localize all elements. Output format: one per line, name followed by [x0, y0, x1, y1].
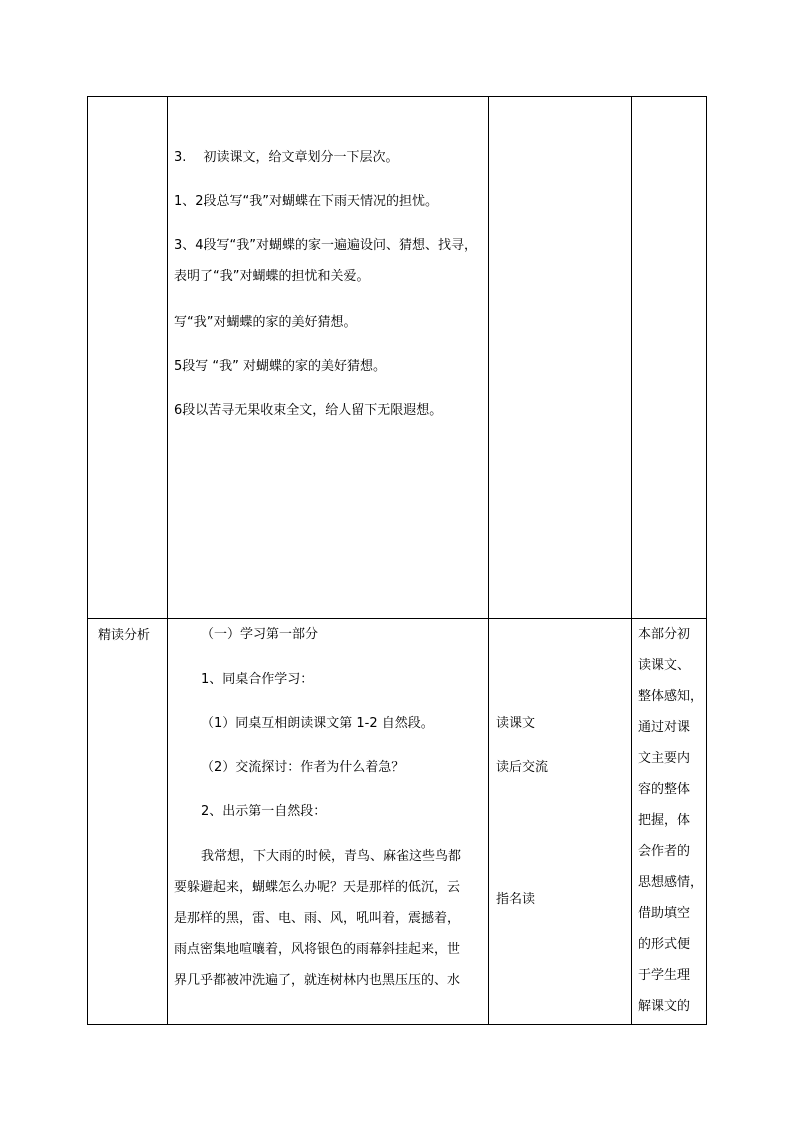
- paragraph: 表明了“我”对蝴蝶的担忧和关爱。: [174, 269, 370, 284]
- activity-label: 读课文: [496, 716, 536, 731]
- intent-line: 本部分初: [638, 627, 691, 642]
- paragraph: 5段写 “我” 对蝴蝶的家的美好猜想。: [174, 359, 387, 374]
- table-border-right: [706, 96, 707, 1025]
- intent-line: 解课文的: [638, 999, 691, 1014]
- activity-label: 指名读: [496, 892, 536, 907]
- activity-label: 读后交流: [496, 760, 549, 775]
- paragraph: （1）同桌互相朗读课文第 1-2 自然段。: [201, 716, 434, 731]
- table-border-bottom: [87, 1024, 707, 1025]
- intent-line: 把握，体: [638, 813, 691, 828]
- stage-label: 精读分析: [98, 628, 151, 643]
- intent-line: 整体感知，: [638, 689, 704, 704]
- quoted-passage-line: 界几乎都被冲洗遍了，就连树林内也黑压压的、水: [174, 973, 461, 988]
- paragraph: 写“我”对蝴蝶的家的美好猜想。: [174, 315, 357, 330]
- paragraph: 3、4段写“我”对蝴蝶的家一遍遍设问、猜想、找寻，: [174, 238, 478, 253]
- student-activity-cell: [489, 619, 631, 1024]
- paragraph: 2、出示第一自然段：: [201, 804, 327, 819]
- intent-line: 文主要内: [638, 751, 691, 766]
- paragraph: 1、2段总写“我”对蝴蝶在下雨天情况的担忧。: [174, 194, 439, 209]
- top-content-cell: [168, 97, 488, 618]
- intent-line: 借助填空: [638, 906, 691, 921]
- intent-line: 的形式便: [638, 937, 691, 952]
- paragraph: （2）交流探讨：作者为什么着急？: [201, 760, 405, 775]
- quoted-passage-line: 要躲避起来，蝴蝶怎么办呢？天是那样的低沉，云: [174, 880, 461, 895]
- intent-line: 于学生理: [638, 968, 691, 983]
- intent-line: 通过对课: [638, 720, 691, 735]
- paragraph: 1、同桌合作学习：: [201, 672, 314, 687]
- intent-line: 读课文、: [638, 658, 691, 673]
- paragraph: 6段以苦寻无果收束全文，给人留下无限遐想。: [174, 403, 443, 418]
- quoted-passage-line: 我常想，下大雨的时候，青鸟、麻雀这些鸟都: [201, 849, 462, 864]
- quoted-passage-line: 雨点密集地喧嚷着，风将银色的雨幕斜挂起来，世: [174, 942, 461, 957]
- paragraph: 3. 初读课文，给文章划分一下层次。: [174, 150, 399, 165]
- bottom-content-cell: [168, 619, 488, 1024]
- stage-label-cell: [88, 619, 167, 1024]
- intent-line: 会作者的: [638, 844, 691, 859]
- design-intent-cell: [632, 619, 706, 1024]
- section-heading: （一）学习第一部分: [201, 627, 319, 642]
- intent-line: 思想感情，: [638, 875, 704, 890]
- quoted-passage-line: 是那样的黑，雷、电、雨、风，吼叫着，震撼着，: [174, 911, 461, 926]
- intent-line: 容的整体: [638, 782, 691, 797]
